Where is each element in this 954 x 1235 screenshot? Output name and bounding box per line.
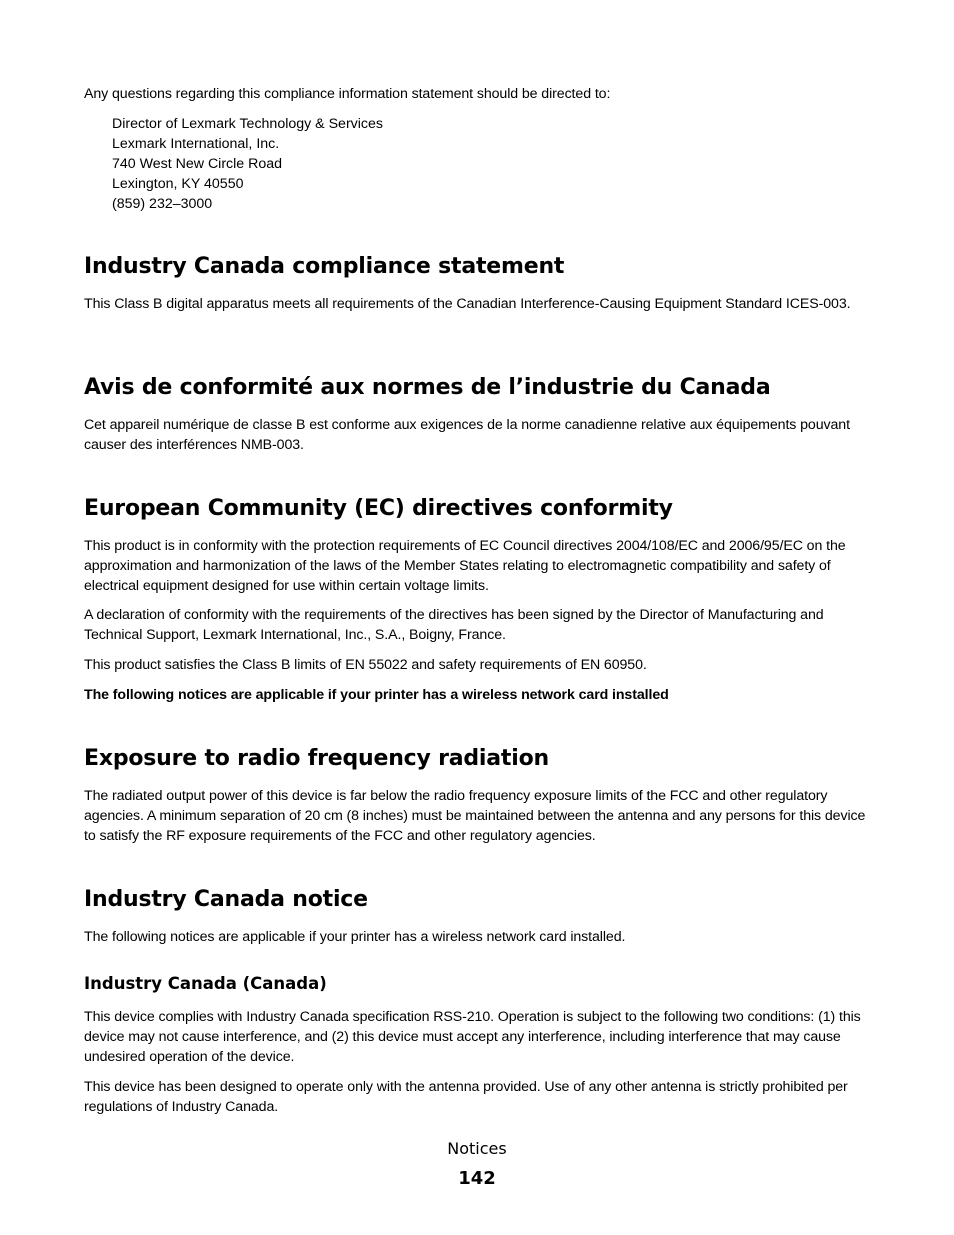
heading-ic-compliance: Industry Canada compliance statement	[84, 254, 565, 279]
ic-notice-body: The following notices are applicable if your printer has a wireless network card installed.	[84, 929, 626, 945]
address-line: (859) 232–3000	[112, 196, 213, 212]
avis-body: Cet appareil numérique de classe B est conforme aux exigences de la norme canadienne relative aux équipements pouvant causer des interférences NMB-003.	[84, 417, 850, 453]
heading-ic-notice: Industry Canada notice	[84, 887, 368, 912]
ic-canada-paragraph-1: This device complies with Industry Canada specification RSS-210. Operation is subject to the following two conditions: (1) this device may not cause interference, and (2) this device must accept any interference, including interference that may cause undesired operation of the device.	[84, 1009, 861, 1065]
heading-rf: Exposure to radio frequency radiation	[84, 746, 549, 771]
heading-avis: Avis de conformité aux normes de l’industrie du Canada	[84, 375, 771, 400]
address-block	[112, 114, 383, 214]
ec-paragraph-1: This product is in conformity with the protection requirements of EC Council directives 2004/108/EC and 2006/95/EC on the approximation and harmonization of the laws of the Member States relating to electromagnetic compatibility and safety of electrical equipment designed for use within certain voltage limits.	[84, 538, 846, 594]
ic-compliance-body: This Class B digital apparatus meets all requirements of the Canadian Interference-Causing Equipment Standard ICES-003.	[84, 296, 851, 312]
ec-paragraph-2: A declaration of conformity with the requirements of the directives has been signed by the Director of Manufacturing and Technical Support, Lexmark International, Inc., S.A., Boigny, France.	[84, 607, 824, 643]
heading-ec: European Community (EC) directives conformity	[84, 496, 673, 521]
address-line: Lexington, KY 40550	[112, 176, 244, 192]
ec-wireless-note: The following notices are applicable if your printer has a wireless network card installed	[84, 687, 669, 703]
address-line: Director of Lexmark Technology & Services	[112, 116, 383, 132]
address-line: 740 West New Circle Road	[112, 156, 283, 172]
address-line: Lexmark International, Inc.	[112, 136, 280, 152]
ec-paragraph-3: This product satisfies the Class B limits of EN 55022 and safety requirements of EN 60950.	[84, 657, 647, 673]
subheading-ic-canada: Industry Canada (Canada)	[84, 974, 327, 993]
ic-canada-paragraph-2: This device has been designed to operate only with the antenna provided. Use of any other antenna is strictly prohibited per regulations of Industry Canada.	[84, 1079, 848, 1115]
rf-body: The radiated output power of this device is far below the radio frequency exposure limits of the FCC and other regulatory agencies. A minimum separation of 20 cm (8 inches) must be maintained between the antenna and any persons for this device to satisfy the RF exposure requirements of the FCC and other regulatory agencies.	[84, 788, 866, 844]
intro-text: Any questions regarding this compliance information statement should be directed to:	[84, 86, 611, 102]
footer-section-title: Notices	[447, 1139, 507, 1158]
page-number: 142	[458, 1168, 496, 1189]
